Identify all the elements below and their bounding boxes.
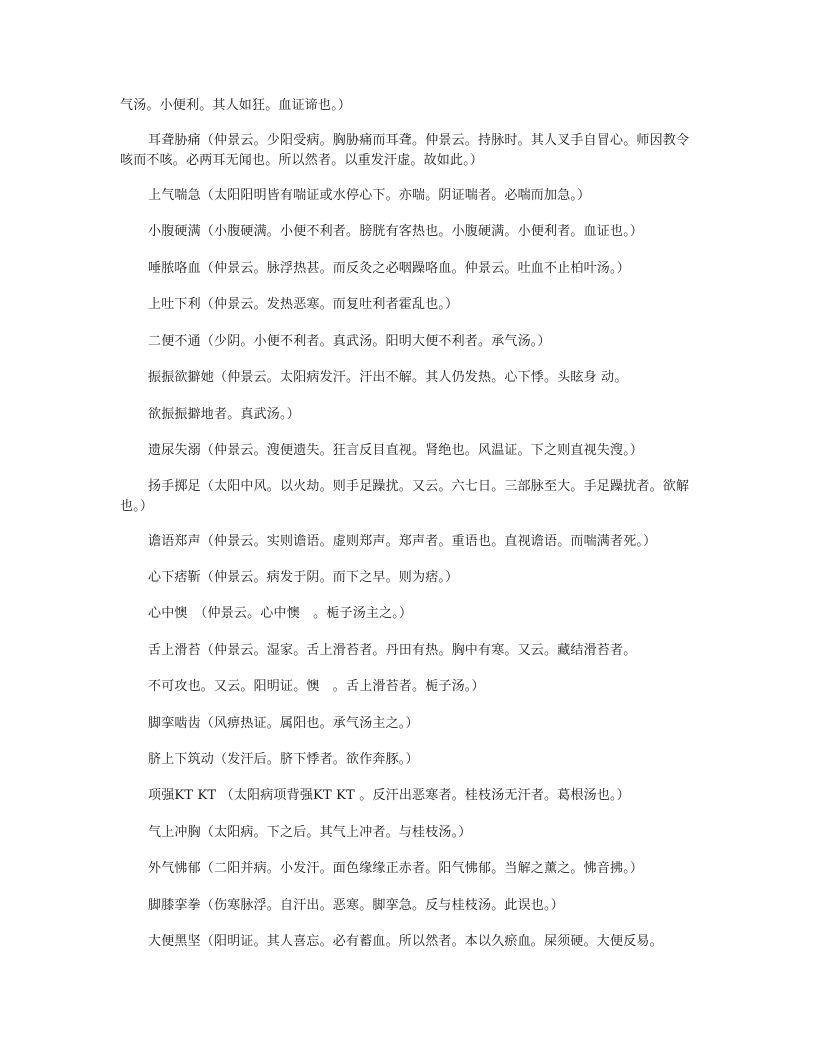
paragraph: 振振欲擗她（仲景云。太阳病发汗。汗出不解。其人仍发热。心下悸。头眩身 动。: [148, 370, 628, 385]
paragraph: 气上冲胸（太阳病。下之后。其气上冲者。与桂枝汤。）: [148, 825, 472, 840]
paragraph: 外气怫郁（二阳并病。小发汗。面色缘缘正赤者。阳气怫郁。当解之薰之。怫音拂。）: [148, 861, 644, 876]
paragraph: 脚挛啮齿（风痹热证。属阳也。承气汤主之。）: [148, 716, 419, 731]
paragraph: 不可攻也。又云。阳明证。懊 。舌上滑苔者。栀子汤。）: [148, 679, 485, 694]
paragraph: 唾脓咯血（仲景云。脉浮热甚。而反灸之必咽躁咯血。仲景云。吐血不止柏叶汤。）: [148, 261, 630, 276]
paragraph: 小腹硬满（小腹硬满。小便不利者。膀胱有客热也。小腹硬满。小便利者。血证也。）: [148, 224, 644, 239]
paragraph: 项强KT KT （太阳病项背强KT KT 。反汗出恶寒者。桂枝汤无汗者。葛根汤也。）: [148, 788, 630, 803]
paragraph: 欲振振擗地者。真武汤。）: [148, 407, 300, 422]
paragraph: 耳聋胁痛（仲景云。少阳受病。胸胁痛而耳聋。仲景云。持脉时。其人叉手自冒心。师因教令咳而不咳。必两耳无闻也。所以然者。以重发汗虚。故如此。）: [120, 133, 690, 168]
paragraph: 舌上滑苔（仲景云。湿家。舌上滑苔者。丹田有热。胸中有寒。又云。藏结滑苔者。: [148, 643, 637, 658]
paragraph: 大便黑坚（阳明证。其人喜忘。必有蓄血。所以然者。本以久瘀血。屎须硬。大便反易。: [148, 934, 663, 949]
paragraph: 遗尿失溺（仲景云。溲便遗失。狂言反目直视。肾绝也。风温证。下之则直视失溲。）: [148, 443, 644, 458]
paragraph: 上气喘急（太阳阳明皆有喘证或水停心下。亦喘。阴证喘者。必喘而加急。）: [148, 188, 591, 203]
paragraph: 心下痞靳（仲景云。病发于阴。而下之早。则为痞。）: [148, 570, 459, 585]
paragraph: 二便不通（少阴。小便不利者。真武汤。阳明大便不利者。承气汤。）: [148, 334, 551, 349]
paragraph: 上吐下利（仲景云。发热恶寒。而复吐利者霍乱也。）: [148, 297, 459, 312]
paragraph: 心中懊 （仲景云。心中懊 。栀子汤主之。）: [148, 606, 413, 621]
paragraph: 脚膝挛拳（伤寒脉浮。自汗出。恶寒。脚挛急。反与桂枝汤。此误也。）: [148, 898, 564, 913]
paragraph: 气汤。小便利。其人如狂。血证谛也。）: [120, 98, 352, 113]
paragraph: 扬手掷足（太阳中风。以火劫。则手足躁扰。又云。六七日。三部脉至大。手足躁扰者。欲解也。）: [120, 479, 690, 514]
paragraph: 谵语郑声（仲景云。实则谵语。虚则郑声。郑声者。重语也。直视谵语。而喘满者死。）: [148, 534, 657, 549]
paragraph: 脐上下筑动（发汗后。脐下悸者。欲作奔豚。）: [148, 752, 419, 767]
